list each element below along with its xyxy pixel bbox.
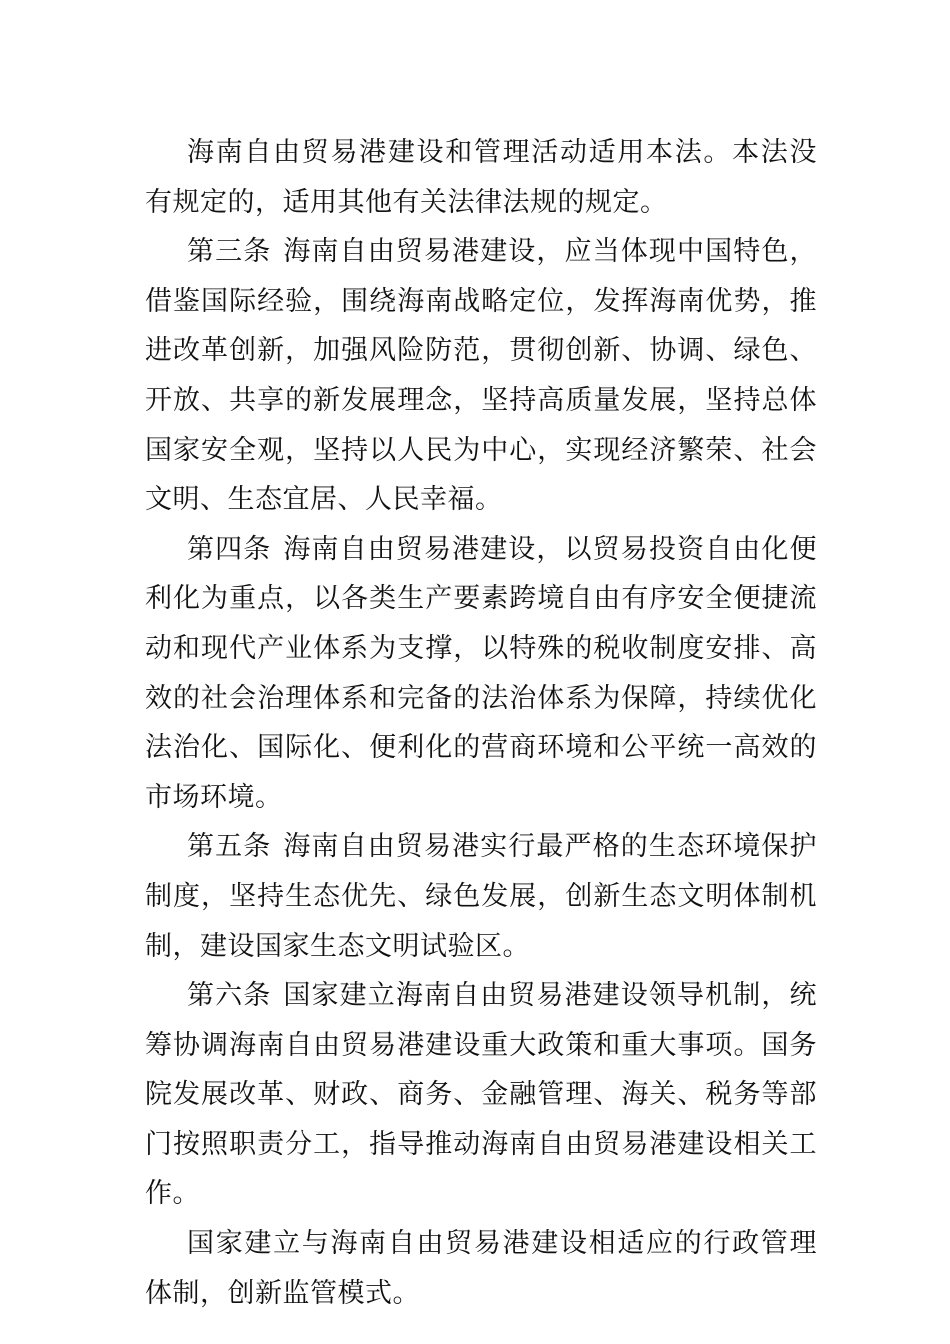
paragraph-article-4 <box>145 525 817 823</box>
paragraph-text: 海南自由贸易港实行最严格的生态环境保护制度，坚持生态优先、绿色发展，创新生态文明体制机制，建设国家生态文明试验区。 <box>145 831 818 962</box>
paragraph-article-5 <box>145 822 817 971</box>
paragraph-scope <box>145 128 817 227</box>
paragraph-text: 海南自由贸易港建设，以贸易投资自由化便利化为重点，以各类生产要素跨境自由有序安全便捷流动和现代产业体系为支撑，以特殊的税收制度安排、高效的社会治理体系和完备的法治体系为保障，持续优化法治化、国际化、便利化的营商环境和公平统一高效的市场环境。 <box>145 533 818 813</box>
article-number: 第五条 <box>187 831 272 863</box>
paragraph-text: 海南自由贸易港建设，应当体现中国特色，借鉴国际经验，围绕海南战略定位，发挥海南优势，推进改革创新，加强风险防范，贯彻创新、协调、绿色、开放、共享的新发展理念，坚持高质量发展，坚持总体国家安全观，坚持以人民为中心，实现经济繁荣、社会文明、生态宜居、人民幸福。 <box>145 236 818 516</box>
article-number: 第六条 <box>187 980 272 1012</box>
document-body <box>145 128 817 1318</box>
paragraph-article-6 <box>145 971 817 1219</box>
paragraph-text: 国家建立海南自由贸易港建设领导机制，统筹协调海南自由贸易港建设重大政策和重大事项。国务院发展改革、财政、商务、金融管理、海关、税务等部门按照职责分工，指导推动海南自由贸易港建设相关工作。 <box>145 980 818 1210</box>
article-number: 第四条 <box>187 533 272 565</box>
paragraph-admin-system <box>145 1219 817 1318</box>
paragraph-text: 海南自由贸易港建设和管理活动适用本法。本法没有规定的，适用其他有关法律法规的规定。 <box>145 137 817 218</box>
paragraph-text: 国家建立与海南自由贸易港建设相适应的行政管理体制，创新监管模式。 <box>145 1228 817 1309</box>
paragraph-article-3 <box>145 227 817 525</box>
article-number: 第三条 <box>187 236 272 268</box>
